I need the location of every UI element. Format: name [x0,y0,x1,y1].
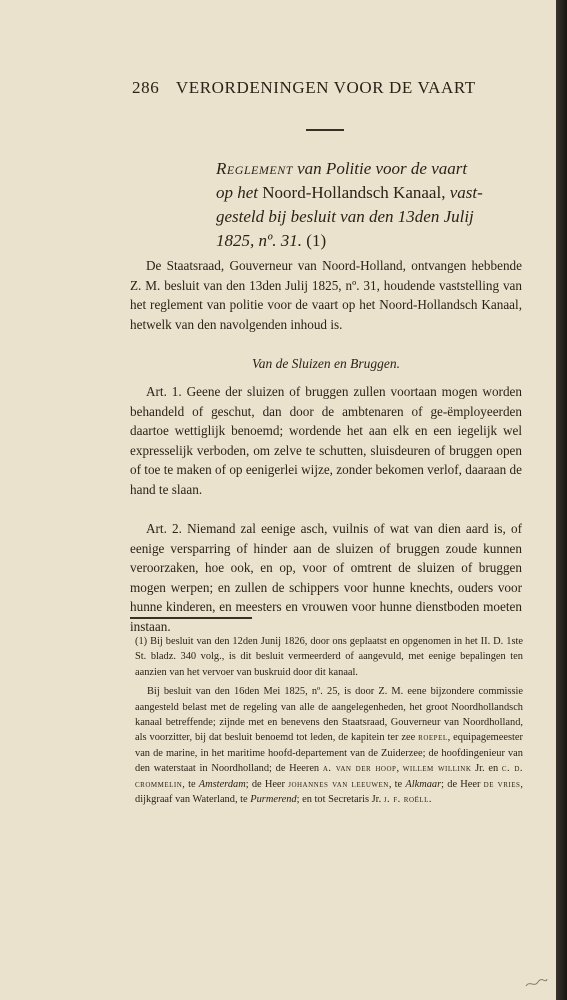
article-2-text: Niemand zal eenige asch, vuilnis of wat van dien aard is, of eenige versparring of hinder aan de sluizen of bruggen zoude kunnen veroorzaken, hoe ook, en op, voor of omtrent de sluizen of bruggen mogen werpen; en zullen de schippers voor hunne knechts, ouders voor hunne kinderen, en meesters en vrouwen voor hunne dienstboden moeten instaan. [130,521,522,634]
title-line-3-text: gesteld bij besluit van den 13den Julij [216,207,474,226]
title-line-2-b: Noord-Hollandsch Kanaal, [258,183,450,202]
page-edge-shadow [556,0,567,1000]
fn-text-4: Jr. en [471,763,502,775]
fn-name-roepel: roepel [418,732,448,744]
title-line-3 [216,205,534,229]
section-title: Van de Sluizen en Bruggen. [251,356,401,371]
header-rule [306,129,344,131]
signature-mark-icon [522,974,550,992]
title-word-reglement: Reglement [216,159,293,178]
running-title: VERORDENINGEN VOOR DE VAART [175,78,476,97]
regulation-title [216,157,534,253]
title-line-2-a: op het [216,183,259,202]
fn-text-1: Bij besluit van den 16den Mei 1825, nº. 25, is door Z. M. eene bijzondere commissie aangesteld belast met de regeling van alle de aangelegenheden, het groot Noordhollandsch kanaal betreffende; zijnde met en benevens den Staatsraad, Gouverneur van Noordholland, als voorzitter, bij dat besluit benoemd tot leden, de kapitein ter zee [135,686,523,744]
fn-name-de-vries: de vries [483,778,521,790]
article-1-label: Art. 1. [146,384,182,399]
fn-name-van-der-hoop: a. van der hoop [322,763,397,775]
running-head [132,78,492,98]
title-line-2 [216,181,534,205]
fn-name-van-leeuwen: johannes van leeuwen [288,778,389,790]
fn-place-alkmaar: Alkmaar [405,778,442,790]
fn-text-7: , te [388,778,406,790]
title-line-1-rest: van Politie voor de vaart [292,159,468,178]
fn-text-9: , dijkgraaf van Waterland, te [135,778,524,806]
footnote-1-continued [135,684,523,807]
fn-text-2: , equipagemeester van de marine, in het maritime hoofd-departement van de Zuiderzee; de hoofdingenieur van den waterstaat in Noordholland; de Heeren [135,732,523,775]
footnotes [135,634,523,811]
title-footnote-ref: (1) [302,231,327,250]
fn-text-6: ; de Heer [245,778,289,790]
fn-name-roell: j. f. roëll [383,794,429,806]
article-1 [130,382,522,500]
title-line-2-c: vast- [449,183,483,202]
fn-place-amsterdam: Amsterdam [198,778,246,790]
footnote-1: (1) Bij besluit van den 12den Junij 1826, door ons geplaatst en opgenomen in het II. D. 1ste St. bladz. 340 volg., is dit besluit vermeerderd of aangevuld, met eenige bepalingen ten aanzien van het vervoer van buskruid door dit kanaal. [135,636,523,678]
title-line-4 [216,229,534,253]
fn-text-10: ; en tot Secretaris Jr. [296,794,384,806]
fn-text-11: . [428,794,432,806]
title-line-4-text: 1825, nº. 31. [216,231,303,250]
intro-paragraph: De Staatsraad, Gouverneur van Noord-Holland, ontvangen hebbende Z. M. besluit van den 13den Julij 1825, nº. 31, houdende vaststelling van het reglement van politie voor de vaart op het Noord-Hollandsch Kanaal, hetwelk van den navolgenden inhoud is. [130,258,522,332]
article-1-text: Geene der sluizen of bruggen zullen voortaan mogen worden behandeld of geschut, dan door de ambtenaren of ge-ëmployeerden daartoe wettiglijk benoemd; wordende het aan elk en een iegelijk wel expresselijk verboden, om zelve te schutten, sluisdeuren of bruggen open of toe te maken of op eenigerlei wijze, zonder bekomen verlof, daaraan de hand te slaan. [130,384,522,497]
fn-text-8: ; de Heer [441,778,484,790]
fn-name-willink: willem willink [402,763,472,775]
fn-name-crommelin: c. d. crommelin [135,763,523,790]
fn-text-5: , te [182,778,199,790]
fn-place-purmerend: Purmerend [250,794,297,806]
fn-text-3: , [396,763,403,775]
title-line-1 [216,157,534,181]
footnote-rule [130,617,252,619]
article-2-label: Art. 2. [146,521,182,536]
page-number: 286 [132,78,160,97]
